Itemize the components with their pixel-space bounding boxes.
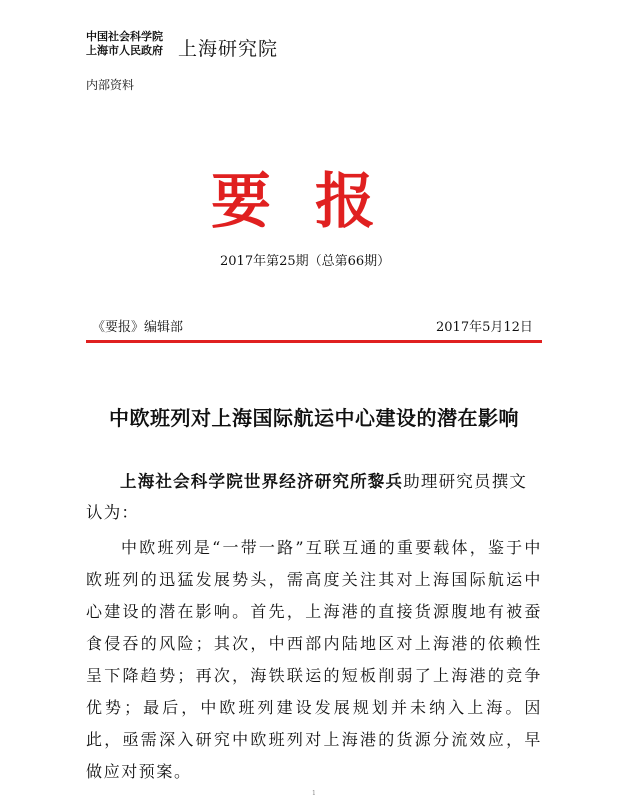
institution-name: 上海研究院 — [178, 38, 279, 60]
issue-number: 2017年第25期（总第66期） — [220, 254, 391, 269]
article-title: 中欧班列对上海国际航运中心建设的潜在影响 — [109, 406, 519, 430]
classification-label: 内部资料 — [86, 78, 135, 92]
author-role: 助理研究员撰文认为： — [86, 472, 528, 522]
author-name: 上海社会科学院世界经济研究所黎兵 — [120, 472, 404, 491]
institution-line-2: 上海市人民政府 — [86, 44, 163, 57]
article-body: 中欧班列是“一带一路”互联互通的重要载体，鉴于中欧班列的迅猛发展势头，需高度关注其对上海国际航运中心建设的潜在影响。首先，上海港的直接货源腹地有被蚕食侵吞的风险；其次，中西部内陆地区对上海港的依赖性呈下降趋势；再次，海铁联运的短板削弱了上海港的竞争优势；最后，中欧班列建设发展规划并未纳入上海。因此，亟需深入研究中欧班列对上海港的货源分流效应，早做应对预案。 — [86, 538, 542, 781]
publication-date: 2017年5月12日 — [436, 320, 533, 335]
masthead-title: 要报 — [211, 167, 419, 237]
institution-line-1: 中国社会科学院 — [86, 30, 163, 43]
page-number: 1 — [312, 790, 316, 797]
header-divider — [86, 340, 542, 343]
editor-label: 《要报》编辑部 — [92, 320, 184, 335]
article-byline — [86, 466, 542, 528]
